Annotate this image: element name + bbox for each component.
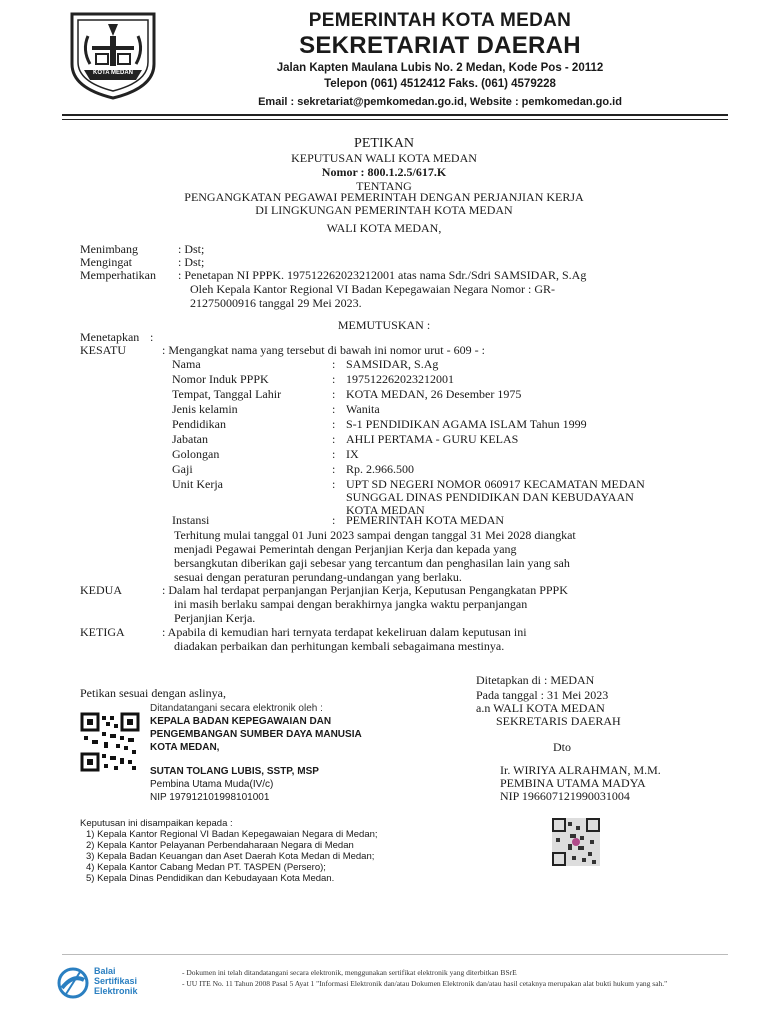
- bsre-label: [94, 966, 138, 996]
- official-rank: Pembina Utama Muda(IV/c): [150, 779, 274, 790]
- field-label-pendidikan: Pendidikan: [172, 417, 226, 431]
- official-office-line2: PENGEMBANGAN SUMBER DAYA MANUSIA: [150, 729, 362, 740]
- kedua-label: KEDUA: [80, 583, 122, 597]
- office-phone: Telepon (061) 4512412 Faks. (061) 4579228: [324, 78, 556, 90]
- distribution-item: 5) Kepala Dinas Pendidikan dan Kebudayaan Kota Medan.: [86, 873, 335, 884]
- qr-code-icon: [80, 712, 140, 772]
- field-colon: :: [332, 357, 336, 371]
- memperhatikan-line3: 21275000916 tanggal 29 Mei 2023.: [190, 296, 362, 310]
- field-value-nama: SAMSIDAR, S.Ag: [346, 357, 439, 371]
- field-label-unit: Unit Kerja: [172, 477, 223, 491]
- distribution-item: 4) Kepala Kantor Cabang Medan PT. TASPEN (Persero);: [86, 862, 326, 873]
- signer-rank: PEMBINA UTAMA MADYA: [500, 776, 646, 790]
- field-label-nama: Nama: [172, 357, 201, 371]
- field-label-jabatan: Jabatan: [172, 432, 208, 446]
- bsre-logo-icon: [56, 966, 90, 1000]
- field-value-unit-line3: KOTA MEDAN: [346, 503, 425, 517]
- official-office-line3: KOTA MEDAN,: [150, 742, 220, 753]
- field-value-nipppk: 197512262023212001: [346, 372, 454, 386]
- menetapkan-colon: :: [150, 330, 154, 344]
- field-label-gender: Jenis kelamin: [172, 402, 238, 416]
- field-colon: :: [332, 387, 336, 401]
- field-label-golongan: Golongan: [172, 447, 220, 461]
- field-value-pendidikan: S-1 PENDIDIKAN AGAMA ISLAM Tahun 1999: [346, 417, 587, 431]
- bsre-label-line2: Sertifikasi: [94, 976, 138, 986]
- field-value-gaji: Rp. 2.966.500: [346, 462, 415, 476]
- official-office-line1: KEPALA BADAN KEPEGAWAIAN DAN: [150, 716, 332, 727]
- mayor-heading: WALI KOTA MEDAN,: [326, 221, 442, 235]
- official-name: SUTAN TOLANG LUBIS, SSTP, MSP: [150, 766, 319, 777]
- qr-code-icon: [552, 818, 600, 866]
- field-value-instansi: PEMERINTAH KOTA MEDAN: [346, 513, 505, 527]
- field-value-unit-line1: UPT SD NEGERI NOMOR 060917 KECAMATAN MEDAN: [346, 477, 645, 491]
- emblem-caption: KOTA MEDAN: [93, 70, 133, 76]
- field-colon: :: [332, 477, 336, 491]
- kedua-line3: Perjanjian Kerja.: [174, 611, 256, 625]
- an-wali-kota: a.n WALI KOTA MEDAN: [476, 701, 605, 715]
- memperhatikan-label: Memperhatikan: [80, 268, 156, 282]
- kesatu-paragraph-line2: menjadi Pegawai Pemerintah dengan Perjanjian Kerja dan kepada yang: [174, 542, 517, 556]
- decree-subject-line1: PENGANGKATAN PEGAWAI PEMERINTAH DENGAN PERJANJIAN KERJA: [184, 190, 584, 204]
- kedua-line2: ini masih berlaku sampai dengan berakhirnya jangka waktu perpanjangan: [174, 597, 528, 611]
- header-rule-thick: [62, 114, 728, 116]
- ketiga-line2: diadakan perbaikan dan perhitungan kembali sebagaimana mestinya.: [174, 639, 505, 653]
- kesatu-intro: : Mengangkat nama yang tersebut di bawah ini nomor urut - 609 - :: [162, 343, 485, 357]
- field-colon: :: [332, 462, 336, 476]
- field-colon: :: [332, 417, 336, 431]
- ketiga-label: KETIGA: [80, 625, 125, 639]
- kesatu-paragraph-line4: sesuai dengan peraturan perundang-undangan yang berlaku.: [174, 570, 462, 584]
- menimbang-label: Menimbang: [80, 242, 138, 256]
- kesatu-paragraph-line3: bersangkutan diberikan gaji sebesar yang tercantum dan penghasilan lain yang sah: [174, 556, 570, 570]
- official-nip: NIP 197912101998101001: [150, 792, 270, 803]
- signer-name: Ir. WIRIYA ALRAHMAN, M.M.: [500, 763, 661, 777]
- petikan-sesuai: Petikan sesuai dengan aslinya,: [80, 686, 226, 700]
- distribution-heading: Keputusan ini disampaikan kepada :: [80, 818, 233, 829]
- distribution-item: 1) Kepala Kantor Regional VI Badan Kepegawaian Negara di Medan;: [86, 829, 378, 840]
- decree-title: KEPUTUSAN WALI KOTA MEDAN: [291, 151, 477, 165]
- petikan-title: PETIKAN: [354, 136, 414, 151]
- field-colon: :: [332, 432, 336, 446]
- kesatu-label: KESATU: [80, 343, 127, 357]
- field-value-gender: Wanita: [346, 402, 380, 416]
- field-label-gaji: Gaji: [172, 462, 193, 476]
- menimbang-value: : Dst;: [178, 242, 205, 256]
- field-value-ttl: KOTA MEDAN, 26 Desember 1975: [346, 387, 522, 401]
- field-label-instansi: Instansi: [172, 513, 210, 527]
- office-name: SEKRETARIAT DAERAH: [299, 32, 581, 59]
- distribution-item: 2) Kepala Kantor Pelayanan Perbendaharaan Negara di Medan: [86, 840, 354, 851]
- pada-tanggal: Pada tanggal : 31 Mei 2023: [476, 688, 609, 702]
- bsre-label-line1: Balai: [94, 966, 116, 976]
- office-email: Email : sekretariat@pemkomedan.go.id, Website : pemkomedan.go.id: [258, 96, 622, 108]
- bsre-label-line3: Elektronik: [94, 986, 138, 996]
- field-colon: :: [332, 447, 336, 461]
- kesatu-paragraph-line1: Terhitung mulai tanggal 01 Juni 2023 sampai dengan tanggal 31 Mei 2028 diangkat: [174, 528, 576, 542]
- footer-note-2: - UU ITE No. 11 Tahun 2008 Pasal 5 Ayat 1 "Informasi Elektronik dan/atau Dokumen Elektronik dan/atau hasil cetaknya merupakan alat bukti hukum yang sah.": [182, 979, 668, 988]
- header-rule-thin: [62, 119, 728, 120]
- footer-note-1: - Dokumen ini telah ditandatangani secara elektronik, menggunakan sertifikat elektronik yang diterbitkan BSrE: [182, 968, 517, 977]
- footer-divider: [62, 954, 728, 955]
- mengingat-value: : Dst;: [178, 255, 205, 269]
- decree-subject-line2: DI LINGKUNGAN PEMERINTAH KOTA MEDAN: [255, 203, 513, 217]
- signer-nip: NIP 196607121990031004: [500, 789, 630, 803]
- memperhatikan-line2: Oleh Kepala Kantor Regional VI Badan Kepegawaian Negara Nomor : GR-: [190, 282, 555, 296]
- field-value-jabatan: AHLI PERTAMA - GURU KELAS: [346, 432, 519, 446]
- e-signed-by: Ditandatangani secara elektronik oleh :: [150, 703, 323, 714]
- menetapkan-label: Menetapkan: [80, 330, 140, 344]
- field-colon: :: [332, 402, 336, 416]
- kedua-line1: : Dalam hal terdapat perpanjangan Perjanjian Kerja, Keputusan Pengangkatan PPPK: [162, 583, 568, 597]
- tentang-label: TENTANG: [356, 179, 412, 193]
- field-colon: :: [332, 513, 336, 527]
- memperhatikan-line1: : Penetapan NI PPPK. 197512262023212001 atas nama Sdr./Sdri SAMSIDAR, S.Ag: [178, 268, 587, 282]
- field-label-ttl: Tempat, Tanggal Lahir: [172, 387, 282, 401]
- decree-number: Nomor : 800.1.2.5/617.K: [321, 165, 447, 179]
- field-value-golongan: IX: [346, 447, 359, 461]
- mengingat-label: Mengingat: [80, 255, 132, 269]
- memutuskan-heading: MEMUTUSKAN :: [337, 318, 431, 332]
- field-colon: :: [332, 372, 336, 386]
- ditetapkan-di: Ditetapkan di : MEDAN: [476, 673, 595, 687]
- office-address: Jalan Kapten Maulana Lubis No. 2 Medan, Kode Pos - 20112: [276, 62, 604, 74]
- dto-mark: Dto: [553, 740, 571, 754]
- sekretaris-daerah: SEKRETARIS DAERAH: [496, 714, 621, 728]
- government-name: PEMERINTAH KOTA MEDAN: [308, 10, 572, 31]
- ketiga-line1: : Apabila di kemudian hari ternyata terdapat kekeliruan dalam keputusan ini: [162, 625, 527, 639]
- field-label-nipppk: Nomor Induk PPPK: [172, 372, 269, 386]
- field-value-unit-line2: SUNGGAL DINAS PENDIDIKAN DAN KEBUDAYAAN: [346, 490, 634, 504]
- distribution-item: 3) Kepala Badan Keuangan dan Aset Daerah Kota Medan di Medan;: [86, 851, 375, 862]
- city-emblem-logo: [62, 6, 164, 102]
